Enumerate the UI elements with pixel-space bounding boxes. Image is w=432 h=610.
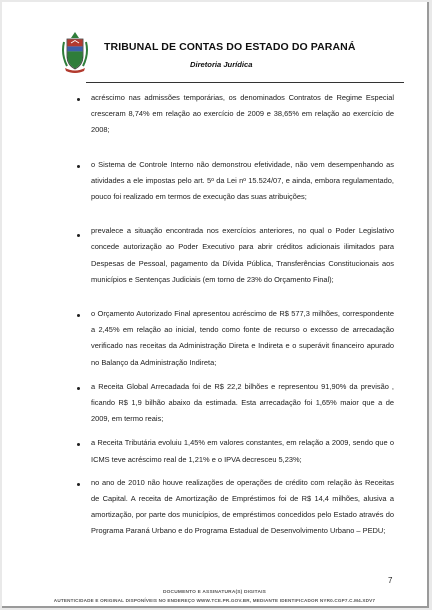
footer-document-signatures: DOCUMENTO E ASSINATURA(S) DIGITAIS: [162, 590, 267, 595]
document-page: [2, 2, 429, 608]
list-item: [74, 435, 394, 467]
parana-coat-of-arms-icon: [60, 32, 90, 74]
list-item: [74, 379, 394, 428]
footer-authenticity-notice: AUTENTICIDADE E ORIGINAL DISPONÍVEIS NO ENDEREÇO WWW.TCE.PR.GOV.BR, MEDIANTE IDENTIFICADOR NYR0.CGP7.C.M4.XDV7: [53, 598, 376, 603]
bullet-icon: [77, 314, 80, 317]
list-item: [74, 475, 394, 540]
bullet-icon: [77, 234, 80, 237]
list-item: [74, 306, 394, 371]
list-item: [74, 157, 394, 206]
bullet-icon: [77, 98, 80, 101]
bullet-icon: [77, 483, 80, 486]
department-subtitle: Diretoria Jurídica: [190, 60, 253, 69]
list-item-text: a Receita Global Arrecadada foi de R$ 22,2 bilhões e representou 91,90% da previsão , ficando R$ 1,9 bilhão abaixo da estimada. Esta arrecadação foi 1,65% maior que a de 2009, em termo reais;: [91, 381, 394, 424]
list-item: [74, 90, 394, 139]
bullet-icon: [77, 387, 80, 390]
letterhead: [60, 32, 390, 84]
list-item-text: no ano de 2010 não houve realizações de operações de crédito com relação às Receitas de Capital. A receita de Amortização de Empréstimos foi de R$ 14,4 milhões, alusiva a amortização, por parte dos municípios, de empréstimos concedidos pelo Estado através do Programa Paraná Urbano e do Programa Estadual de Desenvolvimento Urbano – PEDU;: [91, 477, 394, 536]
list-item-text: o Sistema de Controle Interno não demonstrou efetividade, não vem desempenhando as atividades a ele impostas pelo art. 5º da Lei nº 15.524/07, e ainda, embora regulamentado, pouco foi realizado em termos de execução das suas atribuições;: [91, 159, 394, 202]
bullet-icon: [77, 443, 80, 446]
list-item-text: acréscimo nas admissões temporárias, os denominados Contratos de Regime Especial cresceram 8,74% em relação ao exercício de 2009 e 38,65% em relação ao exercício de 2008;: [91, 93, 394, 135]
bullet-list: [74, 90, 394, 540]
page-number: 7: [388, 576, 393, 585]
institution-title: TRIBUNAL DE CONTAS DO ESTADO DO PARANÁ: [104, 41, 356, 53]
bullet-icon: [77, 165, 80, 168]
list-item-text: o Orçamento Autorizado Final apresentou acréscimo de R$ 577,3 milhões, correspondente a 2,45% em relação ao inicial, tendo como fonte de recurso o excesso de arrecadação verificado nas receitas da Administração Direta e Indireta e o superávit financeiro apurado no Balanço da Administração Indireta;: [91, 309, 394, 367]
header-divider: [86, 82, 404, 83]
list-item-text: a Receita Tributária evoluiu 1,45% em valores constantes, em relação a 2009, sendo que o ICMS teve acréscimo real de 1,21% e o IPVA decresceu 5,23%;: [91, 438, 394, 464]
list-item: [74, 223, 394, 288]
list-item-text: prevalece a situação encontrada nos exercícios anteriores, no qual o Poder Legislativo concede autorização ao Poder Executivo para abrir créditos adicionais ilimitados para Despesas de Pessoal, pagamento da Dívida Pública, Transferências Constitucionais aos municípios e Sentenças Judiciais (em torno de 23% do Orçamento Final);: [91, 226, 394, 284]
